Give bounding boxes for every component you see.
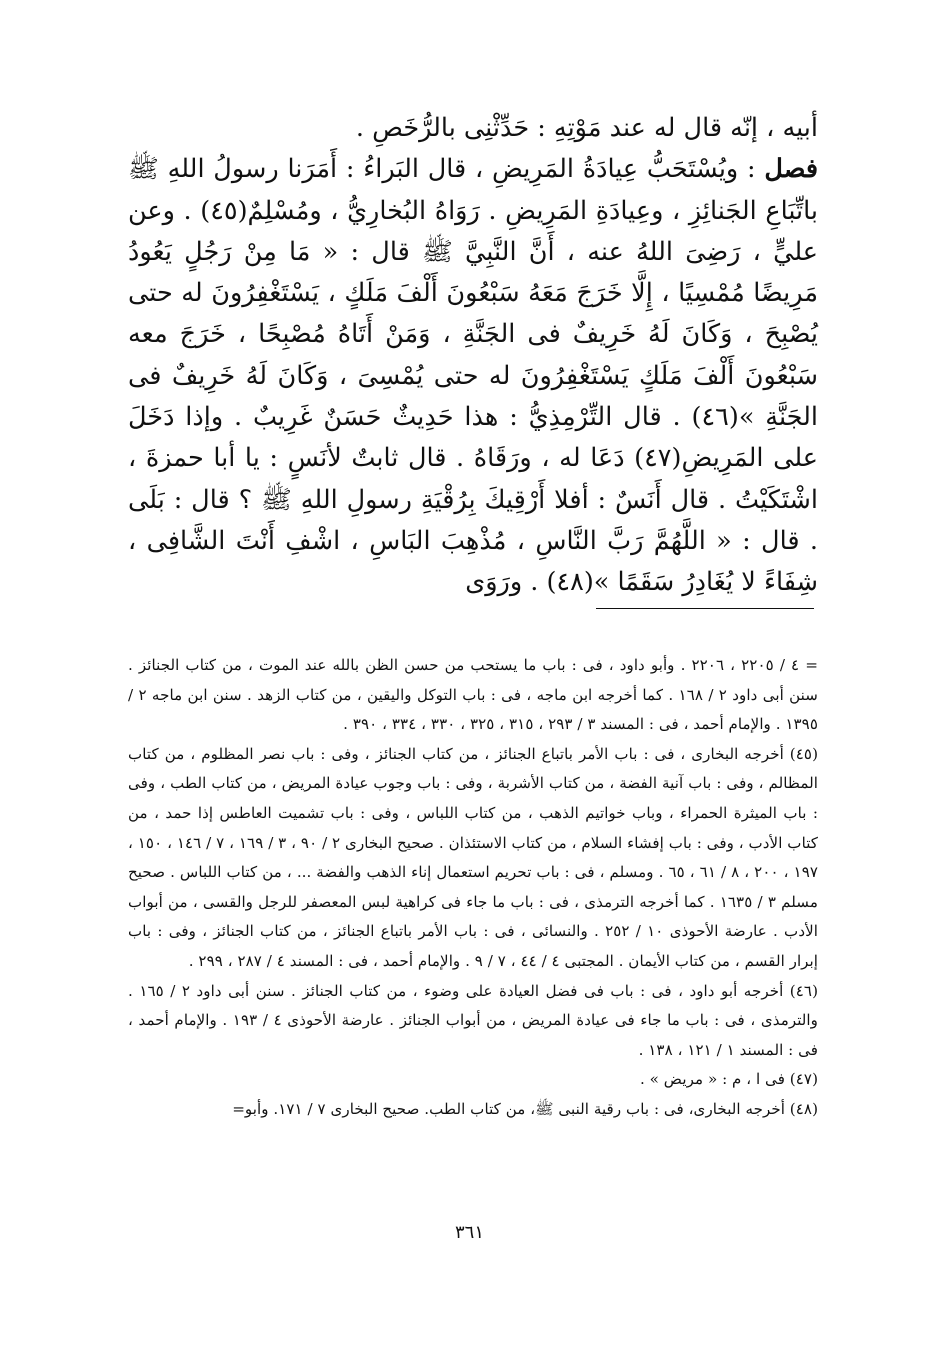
main-paragraph-body: : ويُسْتَحَبُّ عِيادَةُ المَرِيضِ ، قال البَراءُ : أَمَرَنا رسولُ اللهِ ﷺ باتِّبَاعِ الجَنائِزِ ، وعِيادَةِ المَرِيضِ . رَوَاهُ البُخارِيُّ ، ومُسْلِمٌ(٤٥) . وعن عليٍّ ، رَضِىَ اللهُ عنه ، أَنَّ النَّبِيَّ ﷺ قال : « مَا مِنْ رَجُلٍ يَعُودُ مَرِيضًا مُمْسِيًا ، إِلَّا خَرَجَ مَعَهُ سَبْعُونَ أَلْفَ مَلَكٍ ، يَسْتَغْفِرُونَ له حتى يُصْبِحَ ، وَكَانَ لَهُ خَرِيفٌ فى الجَنَّةِ ، وَمَنْ أَتَاهُ مُصْبِحًا ، خَرَجَ معه سَبْعُونَ أَلْفَ مَلَكٍ يَسْتَغْفِرُونَ له حتى يُمْسِىَ ، وَكَانَ لَهُ خَرِيفٌ فى الجَنَّةِ »(٤٦) . قال التِّرْمِذِيُّ : هذا حَدِيثٌ حَسَنٌ غَرِيبٌ . وإذا دَخَلَ على المَرِيضِ(٤٧) دَعَا له ، ورَقَاهُ . قال ثابتٌ لأنَسٍ : يا أبا حمزةَ ، اشْتَكَيْتُ . قال أَنَسٌ : أفلا أَرْقِيكَ بِرُقْيَةِ رسولِ اللهِ ﷺ ؟ قال : بَلَى . قال : « اللَّهُمَّ رَبَّ النَّاسِ ، مُذْهِبَ البَاسِ ، اشْفِ أَنْتَ الشَّافِى ، شِفَاءً لا يُغَادِرُ سَقَمًا »(٤٨) . ورَوَى <box>128 154 818 598</box>
page-number: ٣٦١ <box>454 1222 484 1243</box>
footnote-divider <box>596 608 814 609</box>
footnotes <box>128 651 818 1125</box>
main-paragraph <box>128 149 818 603</box>
footnote-47: (٤٧) فى ا ، م : « مريض » . <box>640 1070 818 1089</box>
footnote-48: (٤٨) أخرجه البخارى، فى : باب رقية النبى ﷺ، من كتاب الطب. صحيح البخارى ٧ / ١٧١. وأبو= <box>232 1099 818 1118</box>
footnote-continued: = ٤ / ٢٢٠٥ ، ٢٢٠٦ . وأبو داود ، فى : باب ما يستحب من حسن الظن بالله عند الموت ، من كتاب الجنائز . سنن أبى داود ٢ / ١٦٨ . كما أخرجه ابن ماجه ، فى : باب التوكل واليقين ، من كتاب الزهد . سنن ابن ماجه ٢ / ١٣٩٥ . والإمام أحمد ، فى : المسند ٣ / ٢٩٣ ، ٣١٥ ، ٣٢٥ ، ٣٣٠ ، ٣٣٤ ، ٣٩٠ . <box>128 656 818 734</box>
footnote-46: (٤٦) أخرجه أبو داود ، فى : باب فى فضل العيادة على وضوء ، من كتاب الجنائز . سنن أبى داود ٢ / ١٦٥ . والترمذى ، فى : باب ما جاء فى عيادة المريض ، من أبواب الجنائز . عارضة الأحوذى ٤ / ١٩٣ . والإمام أحمد ، فى : المسند ١ / ١٢١ ، ١٣٨ . <box>128 981 818 1059</box>
fasl-heading: فصل <box>764 154 819 185</box>
main-text-line-1: أبيه ، إنّه قال له عند مَوْتِهِ : حَدِّثْنِى بالرُّخَصِ . <box>355 113 818 143</box>
main-text <box>128 108 818 604</box>
footnote-45: (٤٥) أخرجه البخارى ، فى : باب الأمر باتباع الجنائز ، من كتاب الجنائز ، وفى : باب نصر المظلوم ، من كتاب المظالم ، وفى : باب آنية الفضة ، من كتاب الأشربة ، وفى : باب وجوب عيادة المريض ، من كتاب الطب ، وفى : باب الميثرة الحمراء ، وباب خواتيم الذهب ، من كتاب اللباس ، وفى : باب تشميت العاطس إذا حمد ، من كتاب الأدب ، وفى : باب إفشاء السلام ، من كتاب الاستئذان . صحيح البخارى ٢ / ٩٠ ، ٣ / ١٦٩ ، ٧ / ١٤٦ ، ١٥٠ ، ١٩٧ ، ٢٠٠ ، ٨ / ٦١ ، ٦٥ . ومسلم ، فى : باب تحريم استعمال إناء الذهب والفضة ... ، من كتاب اللباس . صحيح مسلم ٣ / ١٦٣٥ . كما أخرجه الترمذى ، فى : باب ما جاء فى كراهية لبس المعصفر للرجل والقسى ، من أبواب الأدب . عارضة الأحوذى ١٠ / ٢٥٢ . والنسائى ، فى : باب الأمر باتباع الجنائز ، من كتاب الجنائز ، وفى : باب إبرار القسم ، من كتاب الأيمان . المجتبى ٤ / ٤٤ ، ٧ / ٩ . والإمام أحمد ، فى : المسند ٤ / ٢٨٧ ، ٢٩٩ . <box>128 744 819 970</box>
